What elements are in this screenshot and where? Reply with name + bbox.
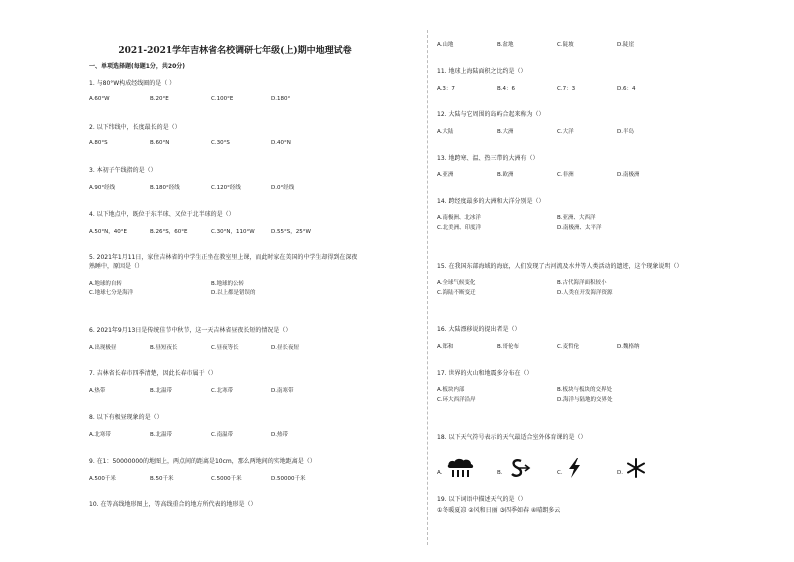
question-4: 4. 以下地点中，既位于东半球、又位于北半球的是（） [89, 211, 235, 218]
option-a: A.地球的自转 [89, 281, 122, 287]
option-c: C.海陆不断变迁 [437, 290, 476, 296]
option-b: B.北温带 [150, 432, 173, 438]
option-d: D.人类在开发海洋资源 [557, 290, 613, 296]
question-3: 3. 本初子午线指的是（） [89, 167, 157, 174]
question-5-line-1: 5. 2021年1月11日，家住吉林省的中学生正坐在教室里上课，而此时家在美国的中学生却得到在深夜 [89, 254, 358, 261]
option-d: D.南极洲、太平洋 [557, 225, 602, 231]
option-a: A.80°S [89, 140, 108, 146]
option-a: A.3：7 [437, 86, 455, 92]
weather-option-a [437, 457, 487, 481]
option-b: B.盆地 [497, 42, 514, 48]
question-5-line-2: 熟睡中，原因是（） [89, 263, 144, 270]
question-10: 10. 在等高线地形图上，等高线重合的地方所代表的地形是（） [89, 501, 257, 508]
option-a: A.亚洲 [437, 172, 454, 178]
page-title: 2021-2021学年吉林省名校调研七年级(上)期中地理试卷 [118, 46, 352, 56]
question-8: 8. 以下有极昼现象的是（） [89, 414, 163, 421]
option-b: B.古代海洋面积较小 [557, 280, 607, 286]
question-16: 16. 大陆漂移说的提出者是（） [437, 326, 521, 333]
option-c: C.大洋 [557, 129, 574, 135]
option-d-label: D. [617, 470, 623, 476]
option-b: B.20°E [150, 96, 169, 102]
option-b: B.哥伦布 [497, 344, 520, 350]
option-b: B.亚洲、大西洋 [557, 215, 596, 221]
option-c-label: C. [557, 470, 563, 476]
option-a: A.90°经线 [89, 185, 116, 191]
option-a: A.60°W [89, 96, 110, 102]
option-a: A.山地 [437, 42, 454, 48]
question-2: 2. 以下纬线中，长度最长的是（） [89, 124, 181, 131]
option-b: B.昼短夜长 [150, 345, 178, 351]
column-divider [427, 30, 428, 545]
option-c: C.120°经线 [211, 185, 241, 191]
option-b: B.60°N [150, 140, 170, 146]
question-17: 17. 世界的火山和地震多分布在（） [437, 370, 533, 377]
option-c: C.北寒带 [211, 388, 234, 394]
option-d: D.昼长夜短 [271, 345, 299, 351]
option-a: A.郑和 [437, 344, 454, 350]
option-b: B.180°经线 [150, 185, 180, 191]
option-d: D.0°经线 [271, 185, 295, 191]
option-b: B.北温带 [150, 388, 173, 394]
option-b-label: B. [497, 470, 503, 476]
option-c: C.非洲 [557, 172, 574, 178]
option-d: D.180° [271, 96, 291, 102]
option-d: D.热带 [271, 432, 288, 438]
section-heading: 一、单项选择题(每题1分，共20分) [89, 63, 186, 70]
option-a: A.南极洲、北冰洋 [437, 215, 481, 221]
option-a: A.大陆 [437, 129, 454, 135]
option-d: D.55°S，25°W [271, 229, 311, 235]
option-d: D.半岛 [617, 129, 634, 135]
option-a: A.板块内部 [437, 387, 465, 393]
option-a: A.北寒带 [89, 432, 111, 438]
question-6: 6. 2021年9月13日是传统佳节中秋节，这一天吉林省昼夜长短的情况是（） [89, 327, 292, 334]
option-b: B.4：6 [497, 86, 516, 92]
option-a: A.全球气候变化 [437, 280, 476, 286]
weather-option-c [557, 457, 607, 481]
option-c: C.5000千米 [211, 476, 242, 482]
question-7: 7. 吉林省长春市四季清楚，因此长春市属于（） [89, 370, 217, 377]
lightning-icon [565, 457, 585, 479]
option-c: C.100°E [211, 96, 234, 102]
option-b: B.板块与板块的交界处 [557, 387, 613, 393]
option-b: B.26°S，60°E [150, 229, 188, 235]
option-d: D.南极洲 [617, 172, 640, 178]
option-a-label: A. [437, 470, 443, 476]
rainstorm-cloud-icon [445, 457, 477, 479]
option-d: D.以上都是错误的 [211, 290, 256, 296]
option-d: D.魏格纳 [617, 344, 640, 350]
option-b: B.50千米 [150, 476, 174, 482]
option-d: D.南寒带 [271, 388, 294, 394]
option-a: A.出现极昼 [89, 345, 117, 351]
option-d: D.50000千米 [271, 476, 306, 482]
option-d: D.40°N [271, 140, 291, 146]
option-c: C.北美洲、印度洋 [437, 225, 482, 231]
question-18: 18. 以下天气符号表示的天气最适合室外体育课的是（） [437, 434, 587, 441]
option-a: A.50°N，40°E [89, 229, 128, 235]
option-c: C.陡坡 [557, 42, 574, 48]
snowflake-icon [625, 457, 647, 479]
question-14: 14. 跨经度最多的大洲和大洋分别是（） [437, 198, 545, 205]
option-a: A.热带 [89, 388, 106, 394]
option-c: C.30°S [211, 140, 230, 146]
option-c: C.昼夜等长 [211, 345, 239, 351]
option-d: D.6：4 [617, 86, 636, 92]
question-9: 9. 在1：50000000的地图上，两点间的距离是10cm，那么两地间的实地距离是（） [89, 458, 316, 465]
question-11: 11. 地球上海陆面积之比约是（） [437, 68, 527, 75]
option-b: B.欧洲 [497, 172, 514, 178]
option-b: B.大洲 [497, 129, 514, 135]
option-d: D.海洋与陆地的交界处 [557, 397, 613, 403]
option-c: C.30°N，110°W [211, 229, 255, 235]
weather-option-d [617, 457, 667, 481]
question-15: 15. 在我国东部海域的海底，人们发现了古河流及水井等人类活动的遗迹，这个现象说明（） [437, 263, 683, 270]
option-c: C.环大西洋沿岸 [437, 397, 476, 403]
option-c: C.7：3 [557, 86, 576, 92]
option-a: A.500千米 [89, 476, 116, 482]
option-c: C.麦哲伦 [557, 344, 580, 350]
question-12: 12. 大陆与它周围的岛屿合起来称为（） [437, 111, 545, 118]
question-1: 1. 与80°W构成经线圈的是（ ） [89, 80, 176, 87]
question-13: 13. 地跨寒、温、热三带的大洲有（） [437, 155, 539, 162]
option-c: C.南温带 [211, 432, 234, 438]
question-19-choices: ①冬暖夏凉 ②风和日丽 ③四季如春 ④晴朗多云 [437, 507, 561, 514]
option-c: C.地球七分是海洋 [89, 290, 134, 296]
option-d: D.陡崖 [617, 42, 634, 48]
option-b: B.地球的公转 [211, 281, 245, 287]
weather-option-b [497, 457, 547, 481]
question-19: 19. 以下词语中描述天气的是（） [437, 496, 527, 503]
sandstorm-icon [505, 457, 531, 479]
